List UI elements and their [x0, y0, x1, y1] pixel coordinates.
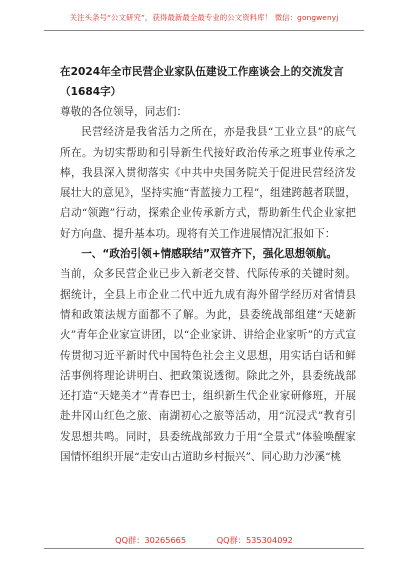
document-body [60, 102, 356, 467]
section-1-paragraph: 当前，众多民营企业已步入新老交替、代际传承的关键时刻。据统计，全县上市企业二代中近九成有海外留学经历对省情县情和政策法规方面都不了解。为此，县委统战部组建“天姥新火”青年企业家宣讲团，以“企业家讲、讲给企业家听”的方式宣传贯彻习近平新时代中国特色社会主义思想，用实话白话和鲜活事例将理论讲明白、把政策说透彻。除此之外，县委统战部还打造“天姥美才”青春巴士，组织新生代企业家研修班，开展赴井冈山红色之旅、南湖初心之旅等活动，用“沉浸式”教育引发思想共鸣。同时，县委统战部致力于用“全景式”体验唤醒家国情怀组织开展“走安山古道助乡村振兴”、同心助力沙溪“桃 [60, 268, 356, 464]
footer-contacts [0, 535, 408, 546]
section-heading-1: 一、“政治引领+情感联结”双管齐下，强化思想领航。 [81, 248, 338, 261]
header-divider [44, 30, 364, 31]
top-banner: 关注头条号“公文研究”，获得最新最全最专业的公文资料库！ 微信：gongwenyj [69, 13, 339, 22]
footer-divider [44, 548, 364, 549]
intro-paragraph: 民营经济是我省活力之所在，亦是我县“工业立县”的底气所在。为切实帮助和引导新生代接好政治传承之班事业传承之棒，我县深入贯彻落实《中共中央国务院关于促进民营经济发展壮大的意见》，坚持实施“青蓝接力工程”，组建跨越者联盟，启动“领跑”行动，探索企业传承新方式，帮助新生代企业家把好方向盘、提升基本功。现将有关工作进展情况汇报如下： [60, 126, 356, 240]
document-title: 在2024年全市民营企业家队伍建设工作座谈会上的交流发言（1684字） [60, 66, 344, 98]
salutation: 尊敬的各位领导，同志们： [60, 106, 188, 118]
qq-group-2: QQ群：535304092 [216, 535, 293, 545]
qq-group-1: QQ群：30265665 [115, 535, 187, 545]
